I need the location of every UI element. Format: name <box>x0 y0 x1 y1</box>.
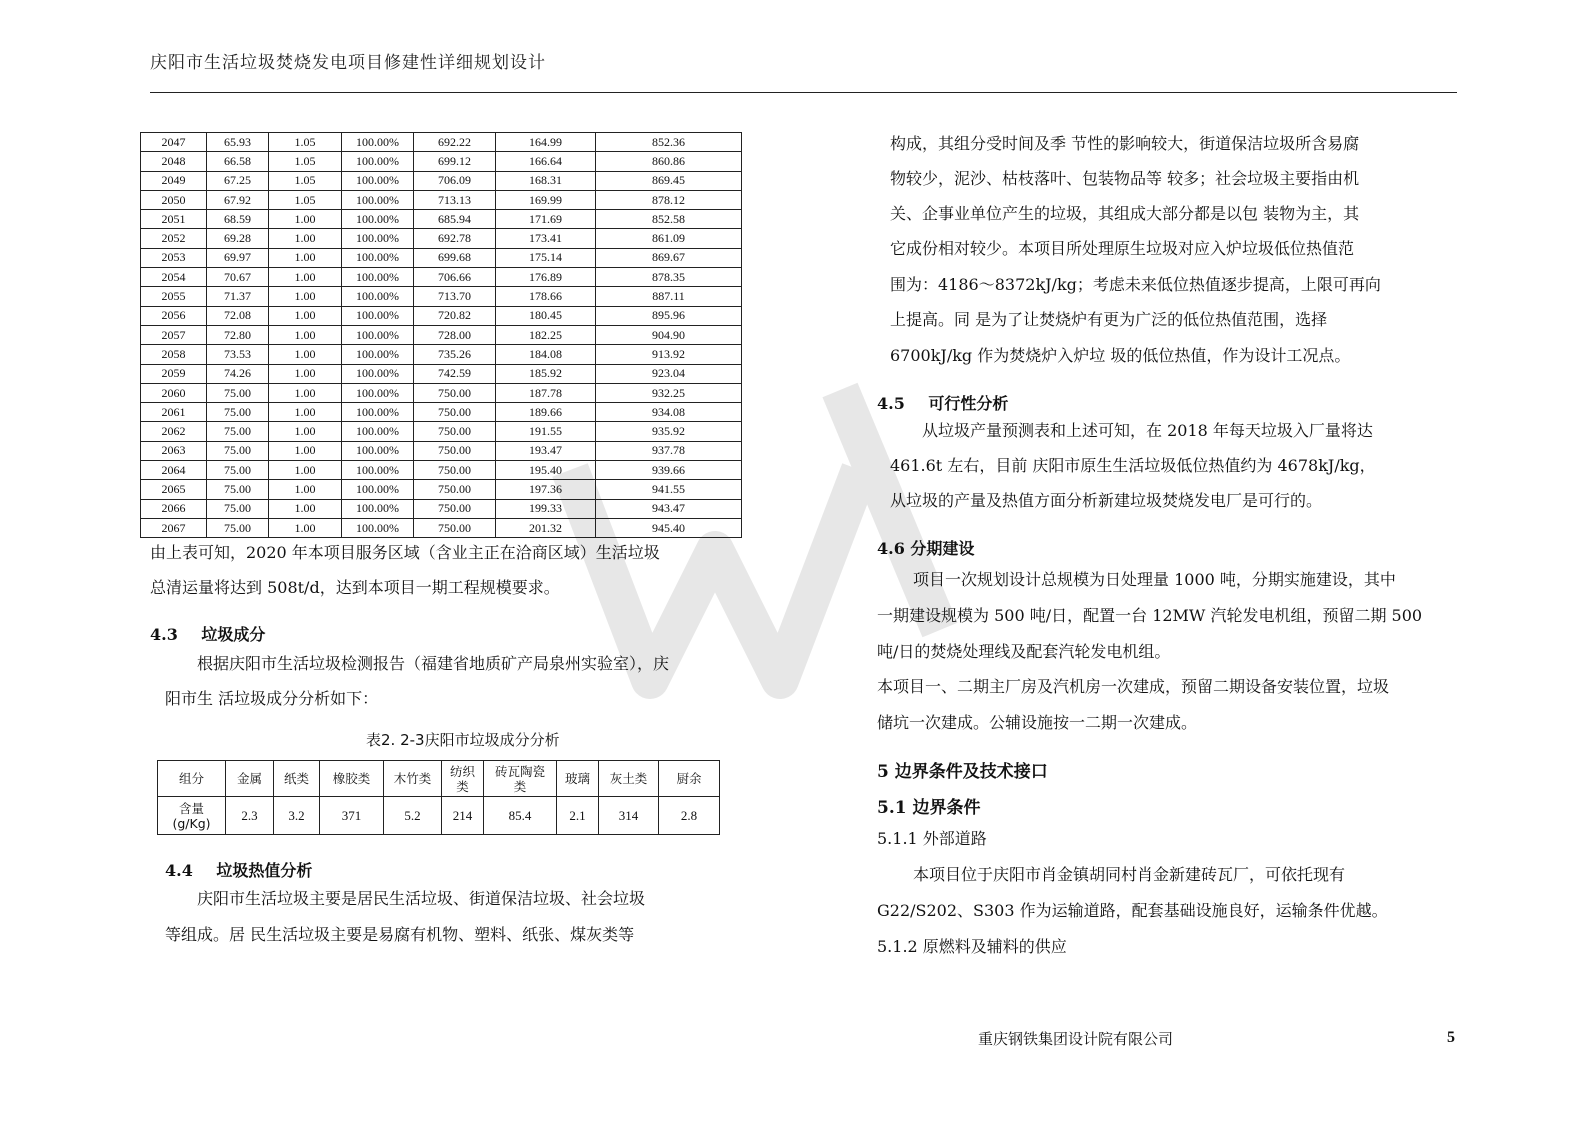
table-cell: 75.00 <box>207 499 269 518</box>
table-cell: 860.86 <box>596 152 742 171</box>
table-cell: 685.94 <box>414 210 496 229</box>
table-cell: 692.22 <box>414 133 496 152</box>
table-row <box>141 325 742 344</box>
value-cell-textile: 214 <box>442 797 484 835</box>
table-cell: 861.09 <box>596 229 742 248</box>
table-cell: 1.00 <box>269 325 342 344</box>
section-4-5-heading <box>877 391 1008 414</box>
table-cell: 197.36 <box>496 480 596 499</box>
table-cell: 935.92 <box>596 422 742 441</box>
table-cell: 1.00 <box>269 268 342 287</box>
paragraph-line: 上提高。同 是为了让焚烧炉有更为广泛的低位热值范围，选择 <box>890 310 1328 329</box>
table-cell: 2064 <box>141 461 207 480</box>
table-cell: 100.00% <box>342 325 414 344</box>
table-cell: 2050 <box>141 190 207 209</box>
table-cell: 2056 <box>141 306 207 325</box>
table-cell: 70.67 <box>207 268 269 287</box>
section-number: 4.4 <box>165 861 193 880</box>
section-4-4-line-2: 等组成。居 民生活垃圾主要是易腐有机物、塑料、纸张、煤灰类等 <box>165 925 635 944</box>
table-cell: 100.00% <box>342 345 414 364</box>
section-4-6-heading: 4.6 分期建设 <box>877 539 975 558</box>
table-cell: 2065 <box>141 480 207 499</box>
table-cell: 100.00% <box>342 422 414 441</box>
table-cell: 66.58 <box>207 152 269 171</box>
section-title: 垃圾成分 <box>201 625 266 644</box>
table-cell: 713.13 <box>414 190 496 209</box>
table-cell: 201.32 <box>496 518 596 537</box>
table-cell: 2058 <box>141 345 207 364</box>
table-cell: 100.00% <box>342 171 414 190</box>
footer-company: 重庆钢铁集团设计院有限公司 <box>978 1030 1174 1048</box>
table-cell: 2066 <box>141 499 207 518</box>
table-cell: 932.25 <box>596 383 742 402</box>
table-cell: 67.92 <box>207 190 269 209</box>
table-cell: 100.00% <box>342 403 414 422</box>
table-cell: 75.00 <box>207 441 269 460</box>
table-row <box>141 480 742 499</box>
table-cell: 2057 <box>141 325 207 344</box>
section-5-1-1-line-2: G22/S202、S303 作为运输道路，配套基础设施良好，运输条件优越。 <box>877 901 1388 920</box>
table-cell: 100.00% <box>342 248 414 267</box>
header-cell-kitchen: 厨余 <box>659 761 720 797</box>
table-cell: 750.00 <box>414 403 496 422</box>
table-cell: 934.08 <box>596 403 742 422</box>
table-row <box>141 422 742 441</box>
table-cell: 750.00 <box>414 461 496 480</box>
section-4-3-line-2: 阳市生 活垃圾成分分析如下： <box>165 689 379 708</box>
table-cell: 195.40 <box>496 461 596 480</box>
table-cell: 1.00 <box>269 518 342 537</box>
table-cell: 2060 <box>141 383 207 402</box>
table-cell: 1.00 <box>269 248 342 267</box>
table-cell: 937.78 <box>596 441 742 460</box>
table-cell: 1.00 <box>269 499 342 518</box>
table-cell: 1.00 <box>269 364 342 383</box>
value-cell-wood: 5.2 <box>384 797 442 835</box>
table-cell: 878.12 <box>596 190 742 209</box>
section-number: 4.5 <box>877 394 905 413</box>
table-cell: 178.66 <box>496 287 596 306</box>
table-cell: 2062 <box>141 422 207 441</box>
table-row <box>141 499 742 518</box>
table-cell: 1.00 <box>269 229 342 248</box>
table-cell: 1.05 <box>269 190 342 209</box>
table-cell: 869.45 <box>596 171 742 190</box>
table-cell: 1.05 <box>269 133 342 152</box>
table-cell: 852.36 <box>596 133 742 152</box>
table-cell: 100.00% <box>342 518 414 537</box>
table-row <box>141 364 742 383</box>
table-cell: 1.05 <box>269 152 342 171</box>
paragraph-line: 关、企事业单位产生的垃圾，其组成大部分都是以包 装物为主，其 <box>890 204 1360 223</box>
section-4-6-line-3: 吨/日的焚烧处理线及配套汽轮发电机组。 <box>877 642 1171 661</box>
section-4-5-line-3: 从垃圾的产量及热值方面分析新建垃圾焚烧发电厂是可行的。 <box>890 491 1323 510</box>
table-cell: 166.64 <box>496 152 596 171</box>
table-cell: 720.82 <box>414 306 496 325</box>
paragraph-line: 它成份相对较少。本项目所处理原生垃圾对应入炉垃圾低位热值范 <box>890 239 1355 258</box>
table-cell: 750.00 <box>414 480 496 499</box>
table-cell: 1.00 <box>269 210 342 229</box>
table-cell: 742.59 <box>414 364 496 383</box>
section-4-5-line-2: 461.6t 左右，目前 庆阳市原生生活垃圾低位热值约为 4678kJ/kg， <box>890 456 1376 475</box>
table-caption: 表2. 2-3庆阳市垃圾成分分析 <box>366 731 560 749</box>
table-cell: 692.78 <box>414 229 496 248</box>
section-title: 可行性分析 <box>928 394 1009 413</box>
header-cell-metal: 金属 <box>226 761 274 797</box>
table-cell: 2047 <box>141 133 207 152</box>
content-unit: (g/Kg) <box>172 815 211 831</box>
content-label: 含量 <box>178 800 204 816</box>
header-cell-paper: 纸类 <box>274 761 320 797</box>
table-cell: 713.70 <box>414 287 496 306</box>
section-4-3-line-1: 根据庆阳市生活垃圾检测报告（福建省地质矿产局泉州实验室），庆 <box>197 654 670 673</box>
table-cell: 72.80 <box>207 325 269 344</box>
table-cell: 100.00% <box>342 306 414 325</box>
table-cell: 895.96 <box>596 306 742 325</box>
table-row <box>141 441 742 460</box>
table-cell: 1.00 <box>269 306 342 325</box>
value-cell-glass: 2.1 <box>557 797 599 835</box>
header-cell-component: 组分 <box>158 761 226 797</box>
table-cell: 65.93 <box>207 133 269 152</box>
table-cell: 2054 <box>141 268 207 287</box>
table-cell: 1.00 <box>269 287 342 306</box>
table-cell: 100.00% <box>342 287 414 306</box>
section-4-3-heading <box>150 622 265 645</box>
table-cell: 750.00 <box>414 422 496 441</box>
table-cell: 187.78 <box>496 383 596 402</box>
table-cell: 100.00% <box>342 383 414 402</box>
waste-forecast-table <box>140 132 742 538</box>
table-cell: 199.33 <box>496 499 596 518</box>
section-4-6-line-2: 一期建设规模为 500 吨/日，配置一台 12MW 汽轮发电机组，预留二期 500 <box>877 606 1423 625</box>
section-title: 垃圾热值分析 <box>216 861 313 880</box>
section-5-1-2-heading: 5.1.2 原燃料及辅料的供应 <box>877 937 1067 956</box>
page-number: 5 <box>1447 1029 1455 1046</box>
table-summary-line-1: 由上表可知，2020 年本项目服务区域（含业主正在洽商区域）生活垃圾 <box>150 543 660 562</box>
paragraph-line: 6700kJ/kg 作为焚烧炉入炉垃 圾的低位热值，作为设计工况点。 <box>890 346 1351 365</box>
table-cell: 2055 <box>141 287 207 306</box>
table-row <box>141 268 742 287</box>
section-5-1-1-heading: 5.1.1 外部道路 <box>877 829 987 848</box>
table-cell: 68.59 <box>207 210 269 229</box>
table-cell: 2048 <box>141 152 207 171</box>
table-cell: 175.14 <box>496 248 596 267</box>
table-cell: 164.99 <box>496 133 596 152</box>
table-cell: 1.00 <box>269 441 342 460</box>
header-divider <box>150 92 1457 93</box>
section-4-6-line-4: 本项目一、二期主厂房及汽机房一次建成，预留二期设备安装位置，垃圾 <box>877 677 1390 696</box>
table-cell: 2067 <box>141 518 207 537</box>
table-cell: 939.66 <box>596 461 742 480</box>
table-cell: 1.00 <box>269 461 342 480</box>
table-cell: 706.09 <box>414 171 496 190</box>
table-cell: 2059 <box>141 364 207 383</box>
section-4-4-heading <box>165 858 312 881</box>
table-row <box>141 248 742 267</box>
table-cell: 735.26 <box>414 345 496 364</box>
table-cell: 706.66 <box>414 268 496 287</box>
table-cell: 74.26 <box>207 364 269 383</box>
table-cell: 169.99 <box>496 190 596 209</box>
value-cell-kitchen: 2.8 <box>659 797 720 835</box>
value-cell-paper: 3.2 <box>274 797 320 835</box>
table-cell: 100.00% <box>342 499 414 518</box>
table-cell: 69.97 <box>207 248 269 267</box>
table-row <box>141 403 742 422</box>
table-cell: 750.00 <box>414 383 496 402</box>
table-cell: 699.12 <box>414 152 496 171</box>
table-cell: 173.41 <box>496 229 596 248</box>
table-cell: 728.00 <box>414 325 496 344</box>
section-4-6-line-1: 项目一次规划设计总规模为日处理量 1000 吨，分期实施建设，其中 <box>913 570 1396 589</box>
paragraph-line: 物较少，泥沙、枯枝落叶、包装物品等 较多；社会垃圾主要指由机 <box>890 169 1360 188</box>
table-cell: 100.00% <box>342 133 414 152</box>
table-cell: 913.92 <box>596 345 742 364</box>
waste-composition-table <box>157 760 720 835</box>
table-cell: 184.08 <box>496 345 596 364</box>
header-cell-ceramic: 砖瓦陶瓷类 <box>484 761 557 797</box>
table-cell: 100.00% <box>342 268 414 287</box>
table-cell: 2051 <box>141 210 207 229</box>
table-cell: 941.55 <box>596 480 742 499</box>
table-cell: 100.00% <box>342 364 414 383</box>
table-cell: 1.05 <box>269 171 342 190</box>
table-cell: 75.00 <box>207 480 269 499</box>
table-cell: 180.45 <box>496 306 596 325</box>
table-cell: 923.04 <box>596 364 742 383</box>
table-cell: 193.47 <box>496 441 596 460</box>
table-summary-line-2: 总清运量将达到 508t/d，达到本项目一期工程规模要求。 <box>150 578 560 597</box>
header-cell-wood: 木竹类 <box>384 761 442 797</box>
section-5-1-1-line-1: 本项目位于庆阳市肖金镇胡同村肖金新建砖瓦厂，可依托现有 <box>913 865 1346 884</box>
table-cell: 1.00 <box>269 480 342 499</box>
table-row <box>141 210 742 229</box>
table-cell: 100.00% <box>342 480 414 499</box>
table-cell: 75.00 <box>207 518 269 537</box>
table-cell: 750.00 <box>414 518 496 537</box>
table-cell: 171.69 <box>496 210 596 229</box>
content-label-cell <box>158 797 226 835</box>
table-cell: 67.25 <box>207 171 269 190</box>
table-cell: 176.89 <box>496 268 596 287</box>
table-cell: 100.00% <box>342 441 414 460</box>
table-cell: 2052 <box>141 229 207 248</box>
table-row <box>141 133 742 152</box>
header-cell-rubber: 橡胶类 <box>320 761 384 797</box>
table-cell: 72.08 <box>207 306 269 325</box>
table-cell: 100.00% <box>342 152 414 171</box>
table-row <box>141 383 742 402</box>
table-cell: 182.25 <box>496 325 596 344</box>
table-cell: 100.00% <box>342 229 414 248</box>
table-cell: 904.90 <box>596 325 742 344</box>
table-cell: 168.31 <box>496 171 596 190</box>
table-cell: 100.00% <box>342 210 414 229</box>
table-cell: 1.00 <box>269 422 342 441</box>
table-cell: 887.11 <box>596 287 742 306</box>
value-cell-metal: 2.3 <box>226 797 274 835</box>
value-cell-ceramic: 85.4 <box>484 797 557 835</box>
paragraph-line: 构成，其组分受时间及季 节性的影响较大，街道保洁垃圾所含易腐 <box>890 134 1360 153</box>
table-cell: 1.00 <box>269 383 342 402</box>
table-cell: 75.00 <box>207 383 269 402</box>
table-cell: 1.00 <box>269 403 342 422</box>
section-5-1-heading: 5.1 边界条件 <box>877 798 981 818</box>
table-cell: 869.67 <box>596 248 742 267</box>
value-cell-rubber: 371 <box>320 797 384 835</box>
section-4-5-line-1: 从垃圾产量预测表和上述可知，在 2018 年每天垃圾入厂量将达 <box>922 421 1373 440</box>
table-cell: 100.00% <box>342 461 414 480</box>
table-row <box>141 306 742 325</box>
table-row <box>141 152 742 171</box>
section-5-heading: 5 边界条件及技术接口 <box>877 762 1048 782</box>
table-cell: 75.00 <box>207 461 269 480</box>
table-cell: 2061 <box>141 403 207 422</box>
table-cell: 191.55 <box>496 422 596 441</box>
table-cell: 699.68 <box>414 248 496 267</box>
table-row <box>141 345 742 364</box>
table-row <box>141 461 742 480</box>
table-cell: 2053 <box>141 248 207 267</box>
value-cell-ash: 314 <box>599 797 659 835</box>
section-4-4-line-1: 庆阳市生活垃圾主要是居民生活垃圾、街道保洁垃圾、社会垃圾 <box>197 889 646 908</box>
header-cell-ash: 灰土类 <box>599 761 659 797</box>
table-row <box>141 171 742 190</box>
header-cell-glass: 玻璃 <box>557 761 599 797</box>
table-cell: 185.92 <box>496 364 596 383</box>
table-cell: 100.00% <box>342 190 414 209</box>
table-cell: 852.58 <box>596 210 742 229</box>
table-cell: 945.40 <box>596 518 742 537</box>
table-row <box>141 287 742 306</box>
table-cell: 73.53 <box>207 345 269 364</box>
table-cell: 71.37 <box>207 287 269 306</box>
table-row <box>141 229 742 248</box>
table-cell: 75.00 <box>207 422 269 441</box>
table-cell: 943.47 <box>596 499 742 518</box>
table-cell: 1.00 <box>269 345 342 364</box>
table-cell: 2049 <box>141 171 207 190</box>
table-cell: 2063 <box>141 441 207 460</box>
section-number: 4.3 <box>150 625 178 644</box>
section-4-6-line-5: 储坑一次建成。公辅设施按一二期一次建成。 <box>877 713 1198 732</box>
table-cell: 750.00 <box>414 499 496 518</box>
document-header-title: 庆阳市生活垃圾焚烧发电项目修建性详细规划设计 <box>150 53 546 73</box>
header-cell-textile: 纺织类 <box>442 761 484 797</box>
table-row <box>141 190 742 209</box>
table-cell: 750.00 <box>414 441 496 460</box>
table-cell: 878.35 <box>596 268 742 287</box>
table-cell: 189.66 <box>496 403 596 422</box>
table-cell: 75.00 <box>207 403 269 422</box>
paragraph-line: 围为：4186～8372kJ/kg；考虑未来低位热值逐步提高，上限可再向 <box>890 275 1381 294</box>
table-cell: 69.28 <box>207 229 269 248</box>
